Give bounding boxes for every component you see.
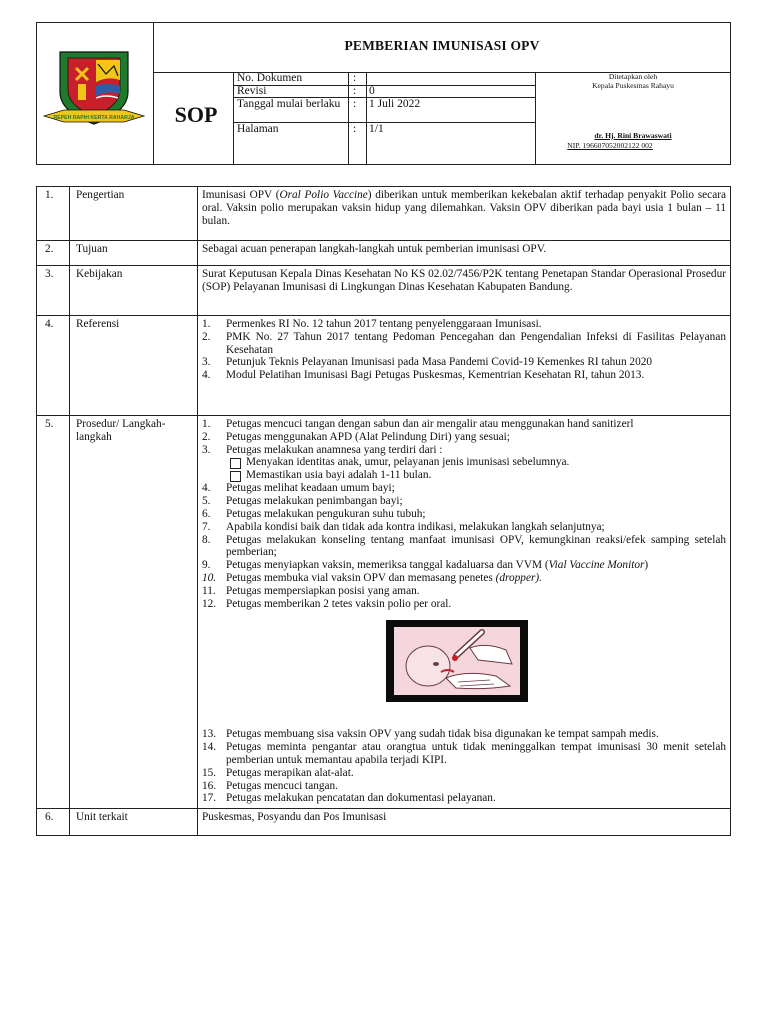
list-item-text: Petugas membuka vial vaksin OPV dan memasang penetes (dropper).	[226, 571, 542, 584]
list-item-number: 8.	[202, 533, 211, 546]
list-item-text: Petunjuk Teknis Pelayanan Imunisasi pada Masa Pandemi Covid-19 Kemenkes RI tahun 2020	[226, 356, 653, 369]
list-item-number: 15.	[202, 766, 217, 779]
meta-label-page: Halaman	[237, 123, 279, 135]
row-content-related-units: Puskesmas, Posyandu dan Pos Imunisasi	[198, 809, 731, 836]
row-content-references	[198, 316, 731, 416]
list-item-text: Petugas melakukan pengukuran suhu tubuh;	[226, 507, 426, 520]
row-label: Pengertian	[70, 187, 198, 241]
list-item-number: 4.	[202, 369, 211, 382]
list-item-text: Petugas membuang sisa vaksin OPV yang sudah tidak bisa digunakan ke tempat sampah medis.	[226, 728, 659, 741]
list-item-number: 5.	[202, 495, 211, 508]
list-item-number: 3.	[202, 356, 211, 369]
document-title: PEMBERIAN IMUNISASI OPV	[344, 38, 540, 53]
list-item-number: 2.	[202, 430, 211, 443]
sub-step-text: Menyakan identitas anak, umur, pelayanan jenis imunisasi sebelumnya.	[246, 456, 570, 469]
row-number: 4.	[37, 316, 70, 416]
list-item-number: 1.	[202, 418, 211, 430]
list-item-text: Apabila kondisi baik dan tidak ada kontra indikasi, melakukan langkah selanjutnya;	[226, 520, 605, 533]
sop-content-table	[36, 186, 731, 836]
row-label: Kebijakan	[70, 266, 198, 316]
approval-name: dr. Hj. Rini Brawaswati	[594, 131, 672, 140]
row-number: 6.	[37, 809, 70, 836]
list-item-text: Petugas menyiapkan vaksin, memeriksa tanggal kadaluarsa dan VVM (Vial Vaccine Monitor)	[226, 559, 649, 572]
approval-nip: NIP. 196607052002122 002	[567, 141, 653, 150]
list-item	[202, 444, 726, 457]
list-item-text: PMK No. 27 Tahun 2017 tentang Pedoman Pencegahan dan Pengendalian Infeksi di Fasilitas Pelayanan Kesehatan	[226, 330, 726, 356]
list-item	[202, 431, 726, 444]
list-item	[202, 559, 726, 572]
list-item	[202, 767, 726, 780]
list-item-text: Petugas memberikan 2 tetes vaksin polio per oral.	[226, 597, 452, 610]
list-item-text: Petugas meminta pengantar atau orangtua untuk tidak meninggalkan tempat imunisasi 30 menit setelah pemberian untuk memantau apabila terjadi KIPI.	[226, 741, 726, 766]
list-item-number: 7.	[202, 520, 211, 533]
list-item-number: 3.	[202, 443, 211, 456]
list-item	[202, 534, 726, 560]
row-content-policy: Surat Keputusan Kepala Dinas Kesehatan No KS 02.02/7456/P2K tentang Penetapan Standar Operasional Prosedur (SOP) Pelayanan Imunisasi di Lingkungan Dinas Kesehatan Kabupaten Bandung.	[198, 266, 731, 316]
sub-step-text: Memastikan usia bayi adalah 1-11 bulan.	[246, 469, 432, 482]
list-item	[202, 495, 726, 508]
row-label: Unit terkait	[70, 809, 198, 836]
list-item-number: 12.	[202, 597, 217, 610]
approval-set-by: Ditetapkan oleh	[608, 72, 658, 81]
row-content-purpose: Sebagai acuan penerapan langkah-langkah untuk pemberian imunisasi OPV.	[198, 241, 731, 266]
meta-colon: :	[353, 98, 357, 110]
list-item	[202, 521, 726, 534]
meta-label-document-no: No. Dokumen	[237, 72, 303, 84]
list-item	[202, 585, 726, 598]
list-item-number: 17.	[202, 792, 217, 805]
meta-value-revision: 0	[369, 85, 375, 97]
list-item-number: 11.	[202, 584, 216, 597]
list-item-number: 9.	[202, 559, 211, 572]
list-item-number: 13.	[202, 728, 217, 741]
list-item-number: 4.	[202, 482, 211, 495]
meta-colon: :	[353, 72, 357, 84]
list-item	[202, 482, 726, 495]
list-item-text: Petugas melakukan pencatatan dan dokumentasi pelayanan.	[226, 792, 496, 805]
meta-colon: :	[353, 123, 357, 135]
list-item-number: 16.	[202, 779, 217, 792]
list-item	[202, 598, 726, 611]
list-item-text: Permenkes RI No. 12 tahun 2017 tentang penyelenggaraan Imunisasi.	[226, 318, 542, 330]
approval-position: Kepala Puskesmas Rahayu	[592, 81, 674, 90]
checkbox-icon	[230, 458, 241, 469]
list-item	[202, 418, 726, 431]
row-label: Tujuan	[70, 241, 198, 266]
procedure-list	[202, 418, 726, 610]
illustration-container	[202, 610, 726, 728]
svg-text:REPEH RAPIH KERTA RAHARJA: REPEH RAPIH KERTA RAHARJA	[53, 115, 135, 121]
meta-value-page: 1/1	[369, 123, 384, 135]
table-row	[37, 187, 731, 241]
list-item-text: Modul Pelatihan Imunisasi Bagi Petugas Puskesmas, Kementrian Kesehatan RI, tahun 2013.	[226, 369, 645, 382]
list-item-text: Petugas melakukan penimbangan bayi;	[226, 495, 403, 508]
sop-label: SOP	[174, 102, 218, 127]
list-item	[202, 369, 726, 382]
list-item	[202, 780, 726, 793]
list-item-text: Petugas menggunakan APD (Alat Pelindung Diri) yang sesuai;	[226, 430, 510, 443]
reference-list	[202, 318, 726, 382]
meta-label-effective-date: Tanggal mulai berlaku	[237, 98, 341, 110]
table-row	[37, 809, 731, 836]
list-item-number: 10.	[202, 571, 217, 584]
list-item-text: Petugas melakukan konseling tentang manfaat imunisasi OPV, kemungkinan reaksi/efek samping setelah pemberian;	[226, 533, 726, 559]
row-number: 5.	[37, 416, 70, 809]
list-item-text: Petugas melakukan anamnesa yang terdiri dari :	[226, 443, 443, 456]
meta-colon: :	[353, 85, 357, 97]
oral-polio-drop-illustration	[386, 620, 528, 702]
list-item-number: 14.	[202, 741, 217, 754]
meta-label-revision: Revisi	[237, 85, 267, 97]
row-label: Prosedur/ Langkah-langkah	[70, 416, 198, 809]
list-item-text: Petugas melihat keadaan umum bayi;	[226, 482, 395, 495]
list-item-text: Petugas mempersiapkan posisi yang aman.	[226, 584, 420, 597]
row-content-procedure	[198, 416, 731, 809]
header-divider	[535, 72, 536, 165]
list-item	[202, 728, 726, 741]
list-item-number: 2.	[202, 330, 211, 343]
regency-logo	[38, 46, 150, 128]
row-number: 2.	[37, 241, 70, 266]
sub-step	[202, 469, 726, 482]
checkbox-icon	[230, 471, 241, 482]
list-item-text: Petugas mencuci tangan dengan sabun dan air mengalir atau menggunakan hand sanitizerl	[226, 418, 634, 430]
list-item	[202, 741, 726, 767]
list-item	[202, 318, 726, 331]
procedure-list-continued	[202, 728, 726, 805]
list-item-number: 6.	[202, 507, 211, 520]
row-label: Referensi	[70, 316, 198, 416]
list-item	[202, 356, 726, 369]
header-divider	[233, 85, 535, 86]
list-item-text: Petugas merapikan alat-alat.	[226, 766, 354, 779]
table-row	[37, 416, 731, 809]
list-item	[202, 508, 726, 521]
list-item	[202, 572, 726, 585]
sub-step	[202, 456, 726, 469]
list-item-text: Petugas mencuci tangan.	[226, 779, 338, 792]
list-item-number: 1.	[202, 318, 211, 330]
meta-value-effective-date: 1 Juli 2022	[369, 98, 421, 110]
table-row	[37, 316, 731, 416]
row-number: 1.	[37, 187, 70, 241]
list-item	[202, 331, 726, 357]
row-content-definition: Imunisasi OPV (Oral Polio Vaccine) diberikan untuk memberikan kekebalan aktif terhadap penyakit Polio secara oral. Vaksin polio merupakan vaksin hidup yang dilemahkan. Vaksin OPV diberikan pada bayi usia 1 bulan – 11 bulan.	[198, 187, 731, 241]
table-row	[37, 266, 731, 316]
list-item	[202, 792, 726, 805]
row-number: 3.	[37, 266, 70, 316]
table-row	[37, 241, 731, 266]
